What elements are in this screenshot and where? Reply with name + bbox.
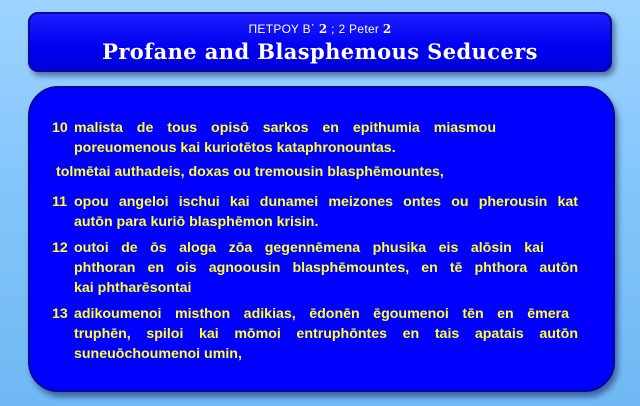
verse-number: 11 [52,194,67,210]
verse-line: adikoumenoi misthon adikias, ēdonēn ēgoumenoi tēn en ēmera [74,306,569,322]
verse-line: phthoran en ois agnoousin blasphēmountes, en tē phthora autōn [74,260,578,276]
verse-line: malista de tous opisō sarkos en epithumia miasmou [74,120,496,136]
verse-line: outoi de ōs aloga zōa gegennēmena phusika eis alōsin kai [74,240,544,256]
verse-12 [52,238,578,298]
page-title: Profane and Blasphemous Seducers [102,39,538,64]
verse-line: truphēn, spiloi kai mōmoi entruphōntes en tais apatais autōn [74,326,578,342]
reference-english: ; 2 Peter [331,22,380,36]
verse-line: autōn para kuriō blasphēmon krisin. [74,214,319,230]
verse-line: poreuomenous kai kuriotētos kataphronountas. [74,140,396,156]
verse-number: 12 [52,240,68,256]
verse-11 [52,192,578,232]
verse-line: kai phtharēsontai [74,280,192,296]
verse-10 [52,118,578,158]
verse-number: 13 [52,306,68,322]
verse-panel [28,86,615,392]
verse-13 [52,304,578,364]
title-banner [28,12,612,72]
reference-greek-chapter: 2 [318,22,328,36]
verse-line: opou angeloi ischui kai dunamei meizones ontes ou pherousin kat [74,194,578,210]
scripture-reference [30,22,610,36]
reference-greek: ΠΕΤΡΟΥ Β΄ [248,22,316,36]
verse-line: suneuōchoumenoi umin, [74,346,242,362]
verse-number: 10 [52,120,68,136]
reference-english-chapter: 2 [382,22,392,36]
verse-10-continued [56,162,576,182]
verse-line: tolmētai authadeis, doxas ou tremousin blasphēmountes, [56,164,444,180]
